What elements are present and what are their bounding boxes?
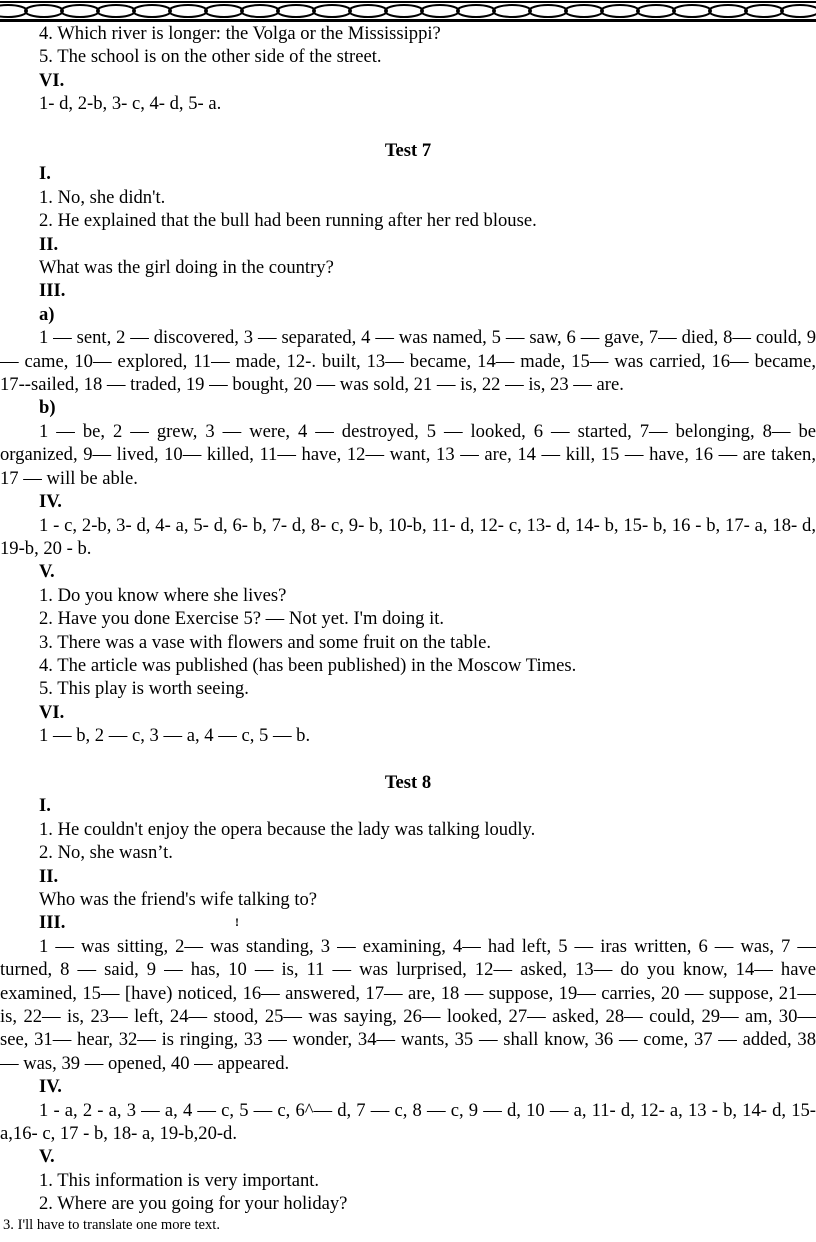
test7-section-iii-heading: III.	[39, 280, 66, 302]
stray-mark: !	[235, 915, 239, 929]
test8-section-ii-heading: II.	[39, 865, 59, 887]
border-chain-link	[277, 5, 315, 17]
border-chain-link	[61, 5, 99, 17]
border-chain-link	[745, 5, 783, 17]
test7-v-answer-5: 5. This play is worth seeing.	[39, 678, 249, 700]
test7-title: Test 7	[384, 140, 432, 162]
test7-ii-question: What was the girl doing in the country?	[39, 257, 334, 279]
border-chain-link	[25, 5, 63, 17]
test7-part-b-heading: b)	[39, 397, 56, 419]
prev-answer-4: 4. Which river is longer: the Volga or the Mississippi?	[39, 23, 441, 44]
test7-section-i-heading: I.	[39, 163, 51, 185]
test7-part-a-answers: 1 — sent, 2 — discovered, 3 — separated, 4 — was named, 5 — saw, 6 — gave, 7— died, 8— could, 9— came, 10— explored, 11— made, 12-. built, 13— became, 14— made, 15— was carried, 16— became, 17--sailed, 18 — traded, 19 — bought, 20 — was sold, 21 — is, 22 — is, 23 — are.	[0, 327, 816, 396]
border-chain-link	[241, 5, 279, 17]
prev-answer-5: 5. The school is on the other side of the street.	[39, 46, 382, 68]
test7-v-answer-1: 1. Do you know where she lives?	[39, 584, 287, 606]
prev-section-vi-heading: VI.	[39, 69, 65, 91]
test7-section-ii-heading: II.	[39, 233, 59, 255]
border-chain-link	[0, 5, 27, 17]
border-chain-link	[493, 5, 531, 17]
border-chain-link	[457, 5, 495, 17]
test7-part-b-answers: 1 — be, 2 — grew, 3 — were, 4 — destroyed, 5 — looked, 6 — started, 7— belonging, 8— be organized, 9— lived, 10— killed, 11— have, 12— want, 13 — are, 14 — kill, 15 — have, 16 — are taken, 17 — will be able.	[0, 420, 816, 489]
border-chain-link	[133, 5, 171, 17]
test7-part-a-heading: a)	[39, 303, 55, 325]
test8-v-answer-3: 3. I'll have to translate one more text.	[3, 1216, 221, 1233]
test8-section-v-heading: V.	[39, 1146, 55, 1168]
border-chain-link	[529, 5, 567, 17]
border-chain-link	[385, 5, 423, 17]
border-chain-link	[97, 5, 135, 17]
border-chain-link	[709, 5, 747, 17]
border-chain-link	[313, 5, 351, 17]
test7-i-answer-1: 1. No, she didn't.	[39, 186, 166, 208]
test8-iv-answers: 1 - a, 2 - a, 3 — a, 4 — c, 5 — c, 6^— d, 7 — c, 8 — c, 9 — d, 10 — a, 11- d, 12- a, 13 - b, 14- d, 15- a,16- c, 17 - b, 18- a, 19-b,20-d.	[0, 1099, 816, 1145]
test7-i-answer-2: 2. He explained that the bull had been running after her red blouse.	[39, 210, 537, 232]
border-chain-link	[601, 5, 639, 17]
test8-section-iv-heading: IV.	[39, 1076, 62, 1098]
test8-ii-question: Who was the friend's wife talking to?	[39, 889, 318, 910]
test7-v-answer-4: 4. The article was published (has been published) in the Moscow Times.	[39, 654, 577, 676]
test8-i-answer-2: 2. No, she wasn’t.	[39, 842, 173, 864]
test7-iv-answers: 1 - c, 2-b, 3- d, 4- a, 5- d, 6- b, 7- d, 8- c, 9- b, 10-b, 11- d, 12- c, 13- d, 14- b, 15- b, 16 - b, 17- a, 18- d, 19-b, 20 - b.	[0, 514, 816, 559]
border-chain-link	[637, 5, 675, 17]
test8-v-answer-2: 2. Where are you going for your holiday?	[39, 1193, 348, 1215]
border-chain-link	[565, 5, 603, 17]
test8-iii-answers: 1 — was sitting, 2— was standing, 3 — examining, 4— had left, 5 — iras written, 6 — was, 7 — turned, 8 — said, 9 — has, 10 — is, 11 — was lurprised, 12— asked, 13— do you know, 14— have examined, 15— [have) noticed, 16— answered, 17— are, 18 — suppose, 19— carries, 20 — suppose, 21— is, 22— is, 23— left, 24— stood, 25— was saying, 26— looked, 27— asked, 28— could, 29— am, 30— see, 31— hear, 32— is ringing, 33 — wonder, 34— wants, 35 — shall know, 36 — come, 37 — added, 38 — was, 39 — opened, 40 — appeared.	[0, 935, 816, 1074]
border-chain-link	[421, 5, 459, 17]
border-chain-link	[349, 5, 387, 17]
border-chain-link	[673, 5, 711, 17]
prev-section-vi-answers: 1- d, 2-b, 3- c, 4- d, 5- a.	[39, 93, 222, 115]
test8-i-answer-1: 1. He couldn't enjoy the opera because the lady was talking loudly.	[39, 818, 536, 840]
answer-key-page	[0, 22, 816, 1234]
decorative-border	[0, 0, 816, 22]
test7-vi-answers: 1 — b, 2 — c, 3 — a, 4 — c, 5 — b.	[39, 725, 311, 747]
border-chain-link	[781, 5, 816, 17]
test7-v-answer-3: 3. There was a vase with flowers and some fruit on the table.	[39, 631, 491, 653]
border-chain-link	[169, 5, 207, 17]
test8-section-i-heading: I.	[39, 795, 51, 817]
border-chain-link	[205, 5, 243, 17]
test8-title: Test 8	[384, 771, 432, 793]
test7-section-vi-heading: VI.	[39, 701, 65, 723]
test7-section-v-heading: V.	[39, 561, 55, 583]
test7-v-answer-2: 2. Have you done Exercise 5? — Not yet. I'm doing it.	[39, 608, 445, 630]
test8-v-answer-1: 1. This information is very important.	[39, 1169, 320, 1191]
test8-section-iii-heading: III.	[39, 912, 66, 934]
test7-section-iv-heading: IV.	[39, 491, 62, 513]
